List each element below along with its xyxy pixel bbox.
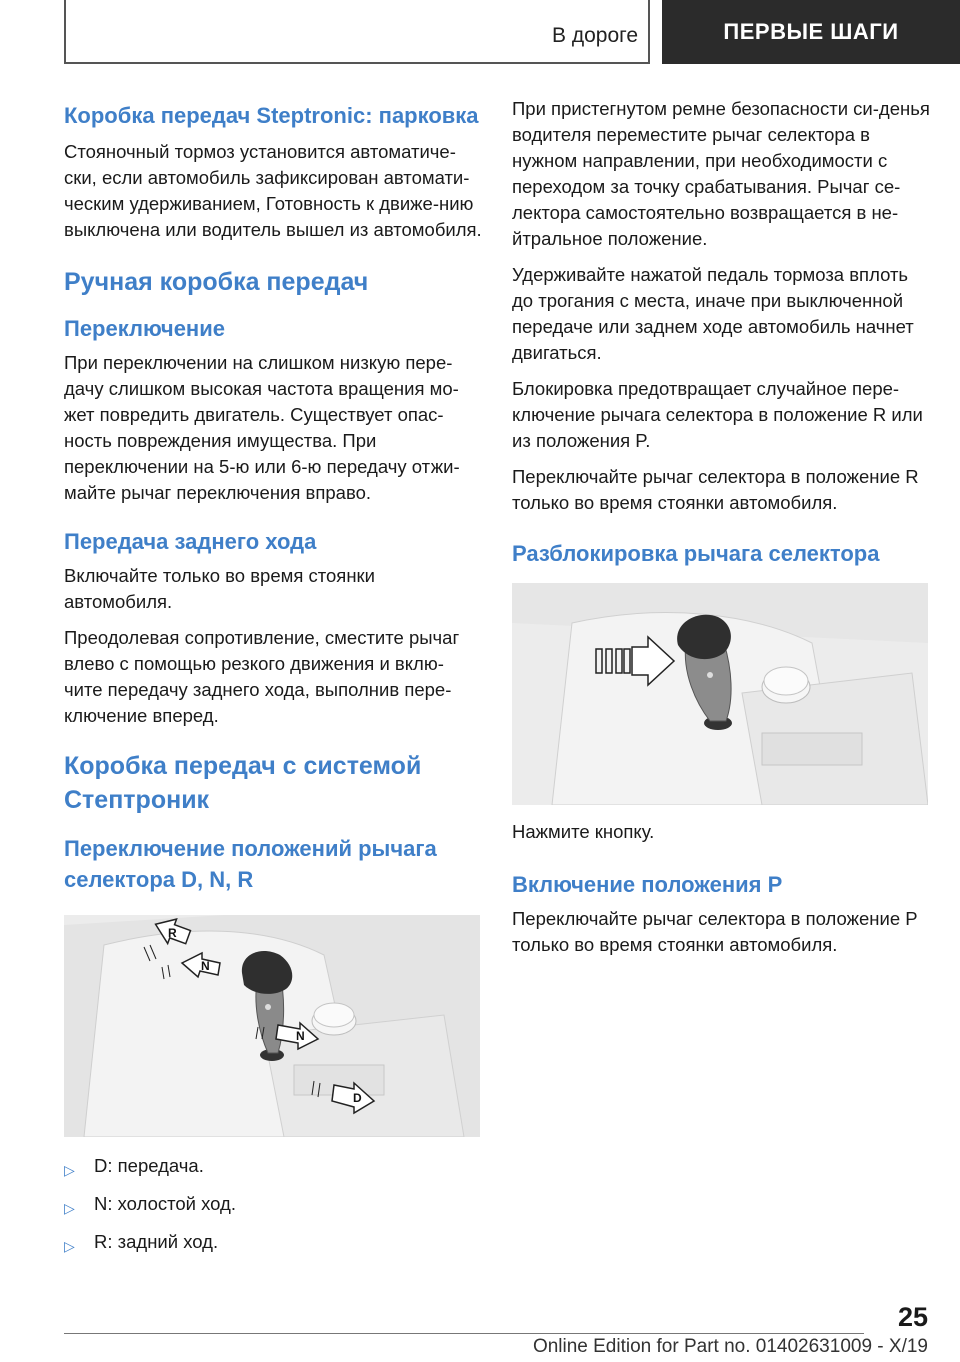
selector-lever-illustration	[64, 915, 480, 1137]
triangle-bullet-icon: ▷	[64, 1162, 75, 1178]
footer-edition: Online Edition for Part no. 01402631009 - X/19	[532, 1336, 928, 1357]
figure-label-n-lower: N	[296, 1029, 305, 1043]
figure-selector-unlock-button	[512, 583, 928, 805]
list-item-text: R: задний ход.	[94, 1231, 219, 1252]
header-chapter-tab: ПЕРВЫЕ ШАГИ	[662, 0, 960, 64]
header-section-title: В дороге	[551, 24, 638, 47]
para-reverse-1: Включайте только во время стоянки автомобиля.	[64, 565, 375, 612]
figure-label-d: D	[353, 1091, 362, 1105]
heading-steptronic-parking: Коробка передач Steptronic: парковка	[64, 103, 479, 128]
heading-reverse-gear: Передача заднего хода	[64, 529, 317, 554]
page-number: 25	[897, 1302, 928, 1332]
para-parking: Стояночный тормоз установится автоматиче‐ски, если автомобиль зафиксирован автомати‐ческим удерживанием, Готовность к движе‐нию выключена или водитель вышел из автомобиля.	[64, 141, 482, 240]
para-press-button: Нажмите кнопку.	[512, 821, 655, 842]
list-item	[64, 1153, 482, 1183]
heading-unlock-selector: Разблокировка рычага селектора	[512, 541, 880, 566]
heading-shifting: Переключение	[64, 316, 225, 341]
right-column	[512, 96, 930, 958]
footer-rule	[64, 1333, 864, 1334]
unlock-button-illustration	[512, 583, 928, 805]
para-lock: Блокировка предотвращает случайное пере‐ключение рычага селектора в положение R или из положения P.	[512, 378, 923, 451]
para-belt: При пристегнутом ремне безопасности си‐денья водителя переместите рычаг селектора в нужном направлении, при необходимости с переходом за точку срабатывания. Рычаг се‐лектора самостоятельно возвращается в не‐йтральное положение.	[512, 98, 930, 249]
header-divider	[648, 0, 650, 64]
heading-manual-gearbox: Ручная коробка передач	[64, 268, 369, 296]
triangle-bullet-icon: ▷	[64, 1238, 75, 1254]
heading-selector-dnr: Переключение положений рычага селектора D, N, R	[64, 836, 437, 892]
list-item-text: N: холостой ход.	[94, 1193, 236, 1214]
heading-engage-park: Включение положения P	[512, 872, 783, 897]
list-item-text: D: передача.	[94, 1155, 204, 1176]
figure-selector-lever-dnr	[64, 915, 480, 1137]
header-bottom-rule	[64, 62, 650, 64]
para-reverse-2: Преодолевая сопротивление, сместите рычаг влево с помощью резкого движения и вклю‐чите передачу заднего хода, выполнив пере‐ключение вперед.	[64, 627, 460, 726]
para-park: Переключайте рычаг селектора в положение P только во время стоянки автомобиля.	[512, 908, 918, 955]
left-column	[64, 96, 482, 1259]
para-brake: Удерживайте нажатой педаль тормоза вплоть до трогания с места, иначе при выключенной передаче или заднем ходе автомобиль начнет двигаться.	[512, 264, 914, 363]
list-item	[64, 1229, 482, 1259]
para-shifting: При переключении на слишком низкую пере‐дачу слишком высокая частота вращения мо‐жет повредить двигатель. Существует опас‐ность повреждения имущества. При переключении на 5-ю или 6-ю передачу отжи‐майте рычаг переключения вправо.	[64, 352, 460, 503]
para-r-only: Переключайте рычаг селектора в положение R только во время стоянки автомобиля.	[512, 466, 919, 513]
triangle-bullet-icon: ▷	[64, 1200, 75, 1216]
figure-label-r: R	[168, 926, 177, 940]
gear-position-list	[64, 1153, 482, 1259]
heading-steptronic-system: Коробка передач с системой Стептроник	[64, 752, 422, 814]
list-item	[64, 1191, 482, 1221]
figure-label-n-upper: N	[201, 959, 210, 973]
